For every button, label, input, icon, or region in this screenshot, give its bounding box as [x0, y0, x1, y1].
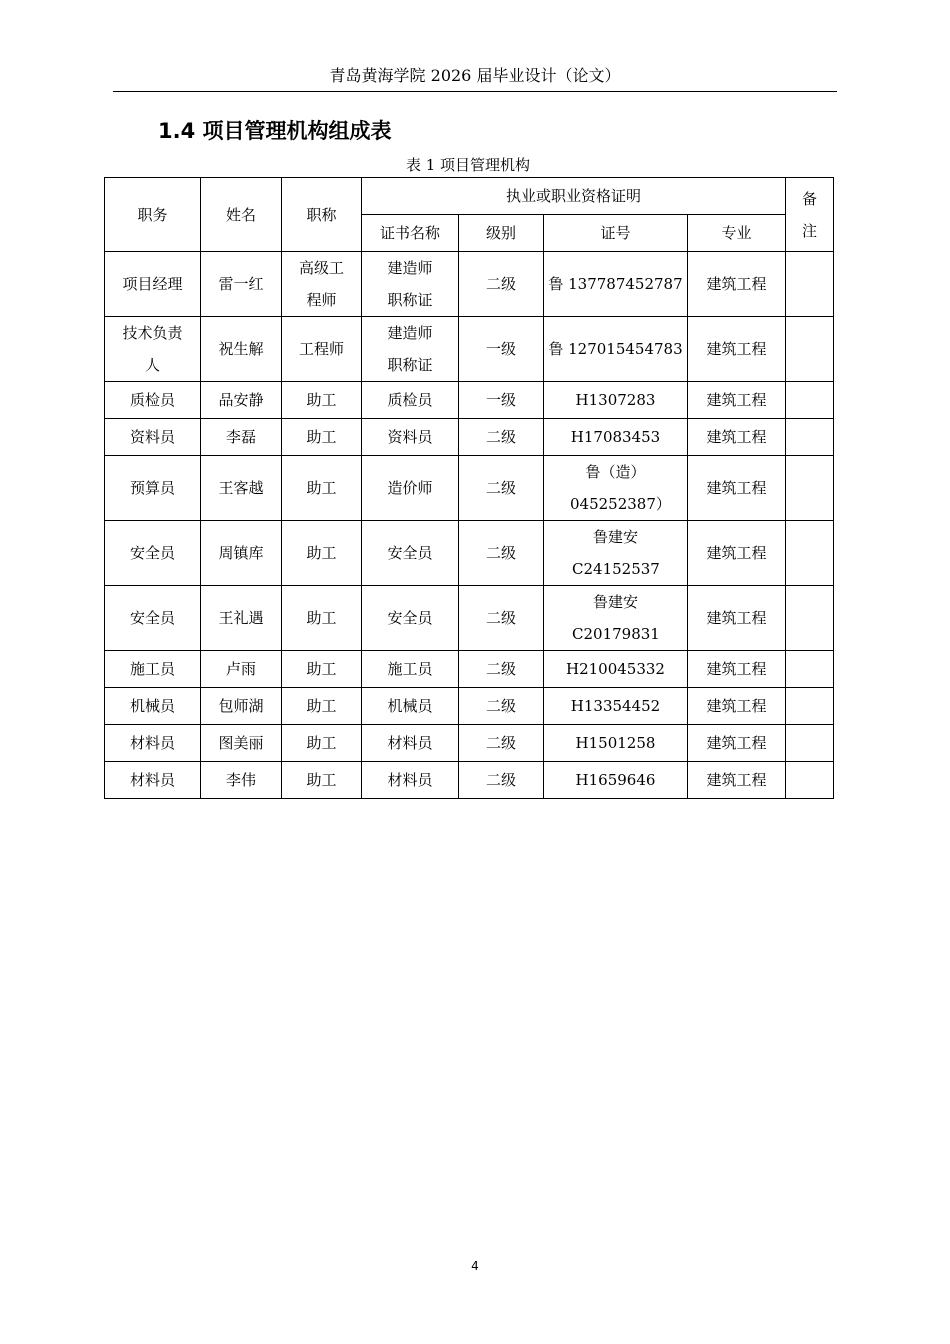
cell-title: 助工: [282, 651, 362, 688]
table-row: [105, 688, 834, 725]
page-number: 4: [471, 1259, 479, 1273]
table-row: [105, 456, 834, 521]
cell-title: 高级工程师: [282, 252, 362, 317]
cell-name: 王客越: [201, 456, 282, 521]
table-row: [105, 317, 834, 382]
table-row: [105, 651, 834, 688]
table-caption: 表 1 项目管理机构: [405, 156, 531, 174]
cell-title: 助工: [282, 725, 362, 762]
cell-level: 一级: [459, 382, 544, 419]
cell-position: 项目经理: [105, 252, 201, 317]
cell-cert-no: H13354452: [544, 688, 688, 725]
cell-cert-no: 鲁（造）045252387）: [544, 456, 688, 521]
cell-cert-name: 建造师职称证: [362, 252, 459, 317]
cell-cert-name: 资料员: [362, 419, 459, 456]
cell-major: 建筑工程: [688, 252, 786, 317]
table-row: [105, 762, 834, 799]
cell-title: 工程师: [282, 317, 362, 382]
cell-remark: [786, 586, 834, 651]
header-level: 级别: [459, 215, 544, 252]
cell-level: 一级: [459, 317, 544, 382]
header-remark: 备注: [786, 178, 834, 252]
cell-level: 二级: [459, 688, 544, 725]
cell-remark: [786, 317, 834, 382]
header-cert-name: 证书名称: [362, 215, 459, 252]
cell-level: 二级: [459, 725, 544, 762]
cell-major: 建筑工程: [688, 651, 786, 688]
cell-remark: [786, 521, 834, 586]
cell-title: 助工: [282, 382, 362, 419]
cell-major: 建筑工程: [688, 419, 786, 456]
table-row: [105, 725, 834, 762]
cell-major: 建筑工程: [688, 456, 786, 521]
cell-level: 二级: [459, 419, 544, 456]
cell-cert-name: 施工员: [362, 651, 459, 688]
cell-cert-no: H1501258: [544, 725, 688, 762]
cell-remark: [786, 688, 834, 725]
cell-major: 建筑工程: [688, 688, 786, 725]
cell-cert-no: H1307283: [544, 382, 688, 419]
cell-name: 雷一红: [201, 252, 282, 317]
cell-position: 质检员: [105, 382, 201, 419]
cell-major: 建筑工程: [688, 382, 786, 419]
cell-title: 助工: [282, 419, 362, 456]
header-cert-no: 证号: [544, 215, 688, 252]
cell-remark: [786, 762, 834, 799]
header-rule: [113, 91, 837, 92]
table-row: [105, 419, 834, 456]
cell-name: 王礼遇: [201, 586, 282, 651]
cell-cert-no: H1659646: [544, 762, 688, 799]
header-position: 职务: [105, 178, 201, 252]
cell-remark: [786, 382, 834, 419]
cell-cert-name: 造价师: [362, 456, 459, 521]
cell-cert-name: 建造师职称证: [362, 317, 459, 382]
cell-title: 助工: [282, 762, 362, 799]
cell-level: 二级: [459, 521, 544, 586]
cell-cert-name: 材料员: [362, 725, 459, 762]
cell-position: 施工员: [105, 651, 201, 688]
cell-level: 二级: [459, 586, 544, 651]
table-row: [105, 521, 834, 586]
cell-name: 李磊: [201, 419, 282, 456]
cell-level: 二级: [459, 456, 544, 521]
cell-title: 助工: [282, 521, 362, 586]
cell-level: 二级: [459, 252, 544, 317]
cell-cert-name: 质检员: [362, 382, 459, 419]
cell-position: 安全员: [105, 521, 201, 586]
cell-name: 周镇库: [201, 521, 282, 586]
cell-remark: [786, 725, 834, 762]
cell-title: 助工: [282, 688, 362, 725]
cell-cert-no: 鲁 137787452787: [544, 252, 688, 317]
cell-cert-name: 材料员: [362, 762, 459, 799]
cell-remark: [786, 456, 834, 521]
cell-cert-no: H210045332: [544, 651, 688, 688]
table-row: [105, 252, 834, 317]
cell-cert-name: 机械员: [362, 688, 459, 725]
header-name: 姓名: [201, 178, 282, 252]
cell-name: 包师湖: [201, 688, 282, 725]
cell-name: 卢雨: [201, 651, 282, 688]
cell-cert-no: 鲁建安C20179831: [544, 586, 688, 651]
cell-cert-name: 安全员: [362, 521, 459, 586]
cell-title: 助工: [282, 586, 362, 651]
cell-major: 建筑工程: [688, 586, 786, 651]
cell-position: 预算员: [105, 456, 201, 521]
cell-remark: [786, 651, 834, 688]
cell-name: 李伟: [201, 762, 282, 799]
table-row: [105, 382, 834, 419]
section-heading: 1.4 项目管理机构组成表: [158, 119, 392, 143]
cell-position: 资料员: [105, 419, 201, 456]
cell-major: 建筑工程: [688, 762, 786, 799]
cell-major: 建筑工程: [688, 725, 786, 762]
cell-level: 二级: [459, 762, 544, 799]
cell-position: 材料员: [105, 762, 201, 799]
header-qualification: 执业或职业资格证明: [362, 178, 786, 215]
cell-major: 建筑工程: [688, 317, 786, 382]
cell-name: 图美丽: [201, 725, 282, 762]
running-header: 青岛黄海学院 2026 届毕业设计（论文）: [329, 66, 621, 85]
project-management-table: [104, 177, 834, 799]
cell-name: 祝生解: [201, 317, 282, 382]
cell-cert-no: 鲁建安C24152537: [544, 521, 688, 586]
cell-remark: [786, 252, 834, 317]
header-title: 职称: [282, 178, 362, 252]
cell-cert-no: H17083453: [544, 419, 688, 456]
table-row: [105, 586, 834, 651]
cell-name: 品安静: [201, 382, 282, 419]
cell-position: 机械员: [105, 688, 201, 725]
cell-cert-no: 鲁 127015454783: [544, 317, 688, 382]
cell-cert-name: 安全员: [362, 586, 459, 651]
cell-level: 二级: [459, 651, 544, 688]
cell-title: 助工: [282, 456, 362, 521]
cell-remark: [786, 419, 834, 456]
cell-major: 建筑工程: [688, 521, 786, 586]
header-major: 专业: [688, 215, 786, 252]
cell-position: 材料员: [105, 725, 201, 762]
cell-position: 技术负责人: [105, 317, 201, 382]
cell-position: 安全员: [105, 586, 201, 651]
